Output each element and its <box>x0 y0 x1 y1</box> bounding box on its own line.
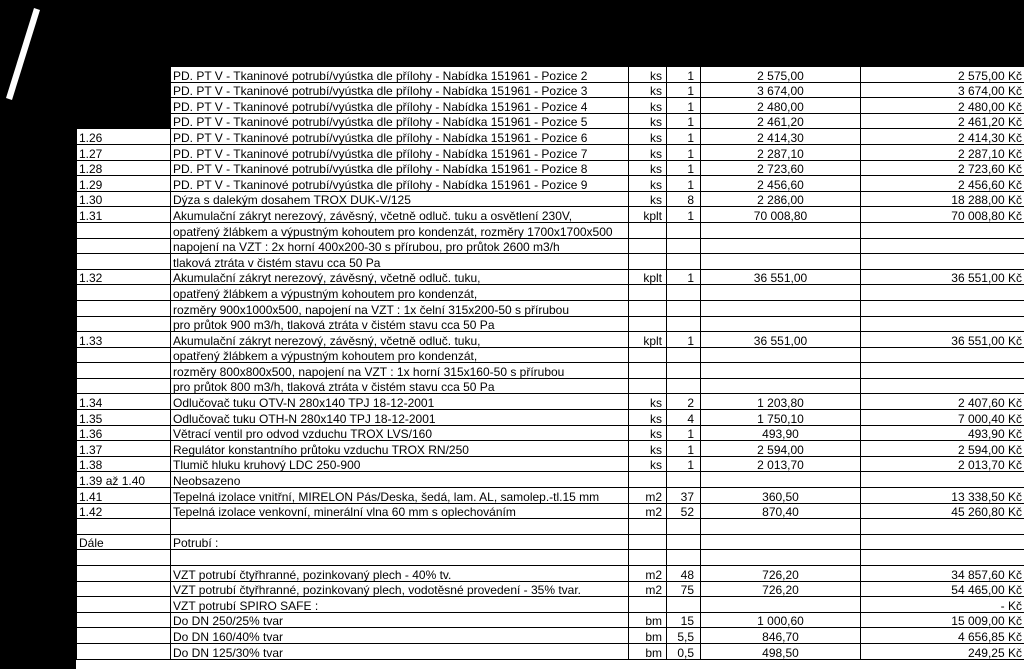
row-quantity <box>667 519 701 535</box>
table-row <box>77 550 1024 566</box>
row-number <box>77 519 171 535</box>
row-description: PD. PT V - Tkaninové potrubí/vyústka dle přílohy - Nabídka 151961 - Pozice 2 <box>171 67 629 83</box>
row-number <box>77 597 171 613</box>
row-unit-price <box>701 597 861 613</box>
row-total: 3 674,00 Kč <box>861 82 1024 98</box>
row-number <box>77 300 171 316</box>
row-quantity: 75 <box>667 581 701 597</box>
table-row <box>77 534 1024 550</box>
row-description: Dýza s dalekým dosahem TROX DUK-V/125 <box>171 191 629 207</box>
row-unit-price: 2 013,70 <box>701 456 861 472</box>
row-number: 1.29 <box>77 176 171 192</box>
row-quantity <box>667 363 701 379</box>
row-quantity: 37 <box>667 488 701 504</box>
row-unit <box>629 472 667 488</box>
row-unit-price: 726,20 <box>701 566 861 582</box>
table-row <box>77 82 1024 98</box>
table-row <box>77 519 1024 535</box>
row-quantity: 1 <box>667 332 701 348</box>
row-description: Větrací ventil pro odvod vzduchu TROX LVS/160 <box>171 425 629 441</box>
row-unit-price <box>701 254 861 270</box>
row-description: PD. PT V - Tkaninové potrubí/vyústka dle přílohy - Nabídka 151961 - Pozice 5 <box>171 113 629 129</box>
row-unit-price: 726,20 <box>701 581 861 597</box>
row-quantity: 52 <box>667 503 701 519</box>
row-unit-price <box>701 378 861 394</box>
row-quantity <box>667 238 701 254</box>
row-total: 13 338,50 Kč <box>861 488 1024 504</box>
row-total: 15 009,00 Kč <box>861 612 1024 628</box>
row-description: Potrubí : <box>171 534 629 550</box>
row-description: VZT potrubí čtyřhranné, pozinkovaný plech, vodotěsné provedení - 35% tvar. <box>171 581 629 597</box>
row-number: Dále <box>77 534 171 550</box>
row-quantity: 1 <box>667 269 701 285</box>
row-total <box>861 238 1024 254</box>
row-unit-price <box>701 363 861 379</box>
row-unit-price <box>701 519 861 535</box>
row-unit: m2 <box>629 566 667 582</box>
row-description: tlaková ztráta v čistém stavu cca 50 Pa <box>171 254 629 270</box>
row-description: Do DN 250/25% tvar <box>171 612 629 628</box>
row-unit-price: 2 456,60 <box>701 176 861 192</box>
row-number <box>77 238 171 254</box>
row-unit-price: 2 575,00 <box>701 67 861 83</box>
row-unit: ks <box>629 176 667 192</box>
row-number <box>77 628 171 644</box>
row-unit-price: 2 480,00 <box>701 98 861 114</box>
row-unit <box>629 222 667 238</box>
row-unit <box>629 254 667 270</box>
row-number: 1.27 <box>77 144 171 160</box>
table-row <box>77 612 1024 628</box>
row-total: 70 008,80 Kč <box>861 207 1024 223</box>
table-row <box>77 254 1024 270</box>
row-unit: m2 <box>629 488 667 504</box>
row-unit-price <box>701 472 861 488</box>
row-number <box>77 67 171 83</box>
row-description: pro průtok 800 m3/h, tlaková ztráta v čistém stavu cca 50 Pa <box>171 378 629 394</box>
row-number <box>77 82 171 98</box>
row-total <box>861 550 1024 566</box>
row-total <box>861 300 1024 316</box>
row-quantity <box>667 534 701 550</box>
scan-black-margin-lower <box>0 128 76 669</box>
row-quantity <box>667 300 701 316</box>
row-number: 1.38 <box>77 456 171 472</box>
row-description: opatřený žlábkem a výpustným kohoutem pro kondenzát, <box>171 285 629 301</box>
table-row <box>77 456 1024 472</box>
row-total: 45 260,80 Kč <box>861 503 1024 519</box>
row-total: 54 465,00 Kč <box>861 581 1024 597</box>
row-quantity: 2 <box>667 394 701 410</box>
row-quantity: 1 <box>667 160 701 176</box>
table-row <box>77 144 1024 160</box>
row-unit: kplt <box>629 207 667 223</box>
row-number: 1.31 <box>77 207 171 223</box>
row-unit: kplt <box>629 269 667 285</box>
row-unit-price: 360,50 <box>701 488 861 504</box>
row-total: 2 575,00 Kč <box>861 67 1024 83</box>
row-unit: ks <box>629 425 667 441</box>
table-row <box>77 238 1024 254</box>
row-unit: ks <box>629 113 667 129</box>
row-description: PD. PT V - Tkaninové potrubí/vyústka dle přílohy - Nabídka 151961 - Pozice 6 <box>171 129 629 145</box>
row-number <box>77 347 171 363</box>
row-description: Regulátor konstantního průtoku vzduchu TROX RN/250 <box>171 441 629 457</box>
row-number <box>77 222 171 238</box>
row-unit-price: 70 008,80 <box>701 207 861 223</box>
row-unit: bm <box>629 612 667 628</box>
row-total: - Kč <box>861 597 1024 613</box>
row-unit-price <box>701 534 861 550</box>
table-row <box>77 191 1024 207</box>
row-total <box>861 534 1024 550</box>
row-number: 1.41 <box>77 488 171 504</box>
row-total: 2 723,60 Kč <box>861 160 1024 176</box>
row-unit: ks <box>629 160 667 176</box>
table-row <box>77 566 1024 582</box>
table-row <box>77 581 1024 597</box>
row-unit: ks <box>629 456 667 472</box>
row-unit: ks <box>629 98 667 114</box>
row-number <box>77 643 171 659</box>
table-row <box>77 488 1024 504</box>
row-number: 1.30 <box>77 191 171 207</box>
row-quantity <box>667 347 701 363</box>
row-description: Tlumič hluku kruhový LDC 250-900 <box>171 456 629 472</box>
row-unit <box>629 316 667 332</box>
row-quantity: 1 <box>667 425 701 441</box>
table-row <box>77 363 1024 379</box>
row-number: 1.35 <box>77 410 171 426</box>
row-total: 493,90 Kč <box>861 425 1024 441</box>
row-number: 1.36 <box>77 425 171 441</box>
table-row <box>77 394 1024 410</box>
row-number <box>77 612 171 628</box>
row-unit: m2 <box>629 581 667 597</box>
row-quantity: 1 <box>667 98 701 114</box>
table-row <box>77 425 1024 441</box>
table-row <box>77 628 1024 644</box>
row-description: opatřený žlábkem a výpustným kohoutem pro kondenzát, rozměry 1700x1700x500 <box>171 222 629 238</box>
row-number <box>77 363 171 379</box>
row-number <box>77 113 171 129</box>
row-total: 2 407,60 Kč <box>861 394 1024 410</box>
row-unit: ks <box>629 144 667 160</box>
row-quantity: 1 <box>667 129 701 145</box>
table-row <box>77 176 1024 192</box>
table-row <box>77 160 1024 176</box>
row-number <box>77 316 171 332</box>
row-quantity <box>667 550 701 566</box>
row-total: 36 551,00 Kč <box>861 332 1024 348</box>
row-unit: kplt <box>629 332 667 348</box>
row-unit-price: 1 203,80 <box>701 394 861 410</box>
row-unit <box>629 285 667 301</box>
table-row <box>77 269 1024 285</box>
row-unit: ks <box>629 129 667 145</box>
row-unit-price <box>701 238 861 254</box>
scan-slash-mark <box>0 0 60 110</box>
row-total <box>861 378 1024 394</box>
row-unit: m2 <box>629 503 667 519</box>
row-total: 4 656,85 Kč <box>861 628 1024 644</box>
row-number <box>77 378 171 394</box>
row-unit-price: 36 551,00 <box>701 269 861 285</box>
table-row <box>77 332 1024 348</box>
row-unit-price <box>701 347 861 363</box>
row-description <box>171 519 629 535</box>
row-unit: bm <box>629 628 667 644</box>
table-row <box>77 347 1024 363</box>
row-description <box>171 550 629 566</box>
row-description: Neobsazeno <box>171 472 629 488</box>
row-description: Akumulační zákryt nerezový, závěsný, včetně odluč. tuku a osvětlení 230V, <box>171 207 629 223</box>
row-unit-price: 36 551,00 <box>701 332 861 348</box>
row-quantity <box>667 254 701 270</box>
row-description: PD. PT V - Tkaninové potrubí/vyústka dle přílohy - Nabídka 151961 - Pozice 9 <box>171 176 629 192</box>
row-unit-price: 2 461,20 <box>701 113 861 129</box>
row-description: VZT potrubí čtyřhranné, pozinkovaný plech - 40% tv. <box>171 566 629 582</box>
row-unit-price <box>701 222 861 238</box>
row-quantity: 4 <box>667 410 701 426</box>
row-unit-price: 1 750,10 <box>701 410 861 426</box>
table-row <box>77 378 1024 394</box>
row-description: pro průtok 900 m3/h, tlaková ztráta v čistém stavu cca 50 Pa <box>171 316 629 332</box>
row-total <box>861 285 1024 301</box>
row-total: 18 288,00 Kč <box>861 191 1024 207</box>
row-unit: ks <box>629 82 667 98</box>
row-unit: ks <box>629 191 667 207</box>
row-quantity <box>667 285 701 301</box>
price-table <box>76 66 1024 660</box>
row-unit-price: 2 414,30 <box>701 129 861 145</box>
row-quantity: 1 <box>667 82 701 98</box>
row-number <box>77 581 171 597</box>
row-unit <box>629 534 667 550</box>
row-total <box>861 472 1024 488</box>
row-unit-price: 2 723,60 <box>701 160 861 176</box>
row-total: 2 461,20 Kč <box>861 113 1024 129</box>
row-total <box>861 519 1024 535</box>
row-unit-price: 846,70 <box>701 628 861 644</box>
row-description: PD. PT V - Tkaninové potrubí/vyústka dle přílohy - Nabídka 151961 - Pozice 3 <box>171 82 629 98</box>
row-description: PD. PT V - Tkaninové potrubí/vyústka dle přílohy - Nabídka 151961 - Pozice 8 <box>171 160 629 176</box>
row-number <box>77 98 171 114</box>
row-total: 34 857,60 Kč <box>861 566 1024 582</box>
row-quantity <box>667 378 701 394</box>
table-row <box>77 207 1024 223</box>
table-row <box>77 316 1024 332</box>
row-description: rozměry 900x1000x500, napojení na VZT : 1x čelní 315x200-50 s přírubou <box>171 300 629 316</box>
row-total <box>861 363 1024 379</box>
row-unit <box>629 597 667 613</box>
row-unit-price <box>701 285 861 301</box>
row-total: 249,25 Kč <box>861 643 1024 659</box>
row-description: Akumulační zákryt nerezový, závěsný, včetně odluč. tuku, <box>171 332 629 348</box>
row-unit <box>629 300 667 316</box>
row-unit-price: 2 594,00 <box>701 441 861 457</box>
row-total <box>861 222 1024 238</box>
row-unit-price: 870,40 <box>701 503 861 519</box>
row-unit: ks <box>629 394 667 410</box>
row-unit <box>629 550 667 566</box>
row-unit-price: 493,90 <box>701 425 861 441</box>
row-number <box>77 285 171 301</box>
table-row <box>77 285 1024 301</box>
row-unit: bm <box>629 643 667 659</box>
row-unit <box>629 378 667 394</box>
row-quantity: 5,5 <box>667 628 701 644</box>
row-number <box>77 550 171 566</box>
row-unit-price: 2 286,00 <box>701 191 861 207</box>
row-number: 1.26 <box>77 129 171 145</box>
row-quantity: 1 <box>667 456 701 472</box>
row-quantity: 48 <box>667 566 701 582</box>
row-unit-price <box>701 550 861 566</box>
row-quantity <box>667 316 701 332</box>
row-unit-price: 3 674,00 <box>701 82 861 98</box>
row-quantity: 1 <box>667 207 701 223</box>
row-quantity <box>667 472 701 488</box>
row-description: PD. PT V - Tkaninové potrubí/vyústka dle přílohy - Nabídka 151961 - Pozice 4 <box>171 98 629 114</box>
table-row <box>77 597 1024 613</box>
row-unit-price: 1 000,60 <box>701 612 861 628</box>
row-unit <box>629 347 667 363</box>
row-unit-price <box>701 300 861 316</box>
row-quantity: 15 <box>667 612 701 628</box>
row-quantity: 1 <box>667 67 701 83</box>
row-quantity: 1 <box>667 176 701 192</box>
row-total: 36 551,00 Kč <box>861 269 1024 285</box>
row-description: VZT potrubí SPIRO SAFE : <box>171 597 629 613</box>
row-description: Akumulační zákryt nerezový, závěsný, včetně odluč. tuku, <box>171 269 629 285</box>
row-number: 1.32 <box>77 269 171 285</box>
table-row <box>77 503 1024 519</box>
row-total: 2 594,00 Kč <box>861 441 1024 457</box>
row-quantity: 1 <box>667 441 701 457</box>
table-row <box>77 129 1024 145</box>
row-description: Tepelná izolace vnitřní, MIRELON Pás/Deska, šedá, lam. AL, samolep.-tl.15 mm <box>171 488 629 504</box>
row-number <box>77 254 171 270</box>
row-total <box>861 254 1024 270</box>
table-row <box>77 113 1024 129</box>
row-number: 1.37 <box>77 441 171 457</box>
row-unit-price: 2 287,10 <box>701 144 861 160</box>
row-quantity: 1 <box>667 113 701 129</box>
row-quantity: 8 <box>667 191 701 207</box>
row-unit <box>629 519 667 535</box>
row-description: PD. PT V - Tkaninové potrubí/vyústka dle přílohy - Nabídka 151961 - Pozice 7 <box>171 144 629 160</box>
row-description: Do DN 160/40% tvar <box>171 628 629 644</box>
row-quantity: 1 <box>667 144 701 160</box>
table-row <box>77 441 1024 457</box>
row-number: 1.33 <box>77 332 171 348</box>
row-total: 2 480,00 Kč <box>861 98 1024 114</box>
row-quantity <box>667 222 701 238</box>
row-number: 1.34 <box>77 394 171 410</box>
row-description: rozměry 800x800x500, napojení na VZT : 1x horní 315x160-50 s přírubou <box>171 363 629 379</box>
table-row <box>77 472 1024 488</box>
table-row <box>77 67 1024 83</box>
row-quantity <box>667 597 701 613</box>
table-row <box>77 643 1024 659</box>
row-number: 1.42 <box>77 503 171 519</box>
row-quantity: 0,5 <box>667 643 701 659</box>
row-total: 2 013,70 Kč <box>861 456 1024 472</box>
row-total: 2 287,10 Kč <box>861 144 1024 160</box>
row-description: opatřený žlábkem a výpustným kohoutem pro kondenzát, <box>171 347 629 363</box>
table-row <box>77 300 1024 316</box>
row-total <box>861 347 1024 363</box>
row-description: Odlučovač tuku OTH-N 280x140 TPJ 18-12-2001 <box>171 410 629 426</box>
row-unit: ks <box>629 67 667 83</box>
row-total: 2 414,30 Kč <box>861 129 1024 145</box>
row-total: 2 456,60 Kč <box>861 176 1024 192</box>
row-unit-price: 498,50 <box>701 643 861 659</box>
table-row <box>77 98 1024 114</box>
row-number: 1.39 až 1.40 <box>77 472 171 488</box>
row-number: 1.28 <box>77 160 171 176</box>
row-unit: ks <box>629 410 667 426</box>
row-number <box>77 566 171 582</box>
row-description: Odlučovač tuku OTV-N 280x140 TPJ 18-12-2001 <box>171 394 629 410</box>
table-row <box>77 410 1024 426</box>
row-unit <box>629 363 667 379</box>
row-unit-price <box>701 316 861 332</box>
row-unit: ks <box>629 441 667 457</box>
row-description: Tepelná izolace venkovní, minerální vlna 60 mm s oplechováním <box>171 503 629 519</box>
row-total: 7 000,40 Kč <box>861 410 1024 426</box>
row-total <box>861 316 1024 332</box>
row-description: Do DN 125/30% tvar <box>171 643 629 659</box>
row-description: napojení na VZT : 2x horní 400x200-30 s přírubou, pro průtok 2600 m3/h <box>171 238 629 254</box>
table-row <box>77 222 1024 238</box>
row-unit <box>629 238 667 254</box>
